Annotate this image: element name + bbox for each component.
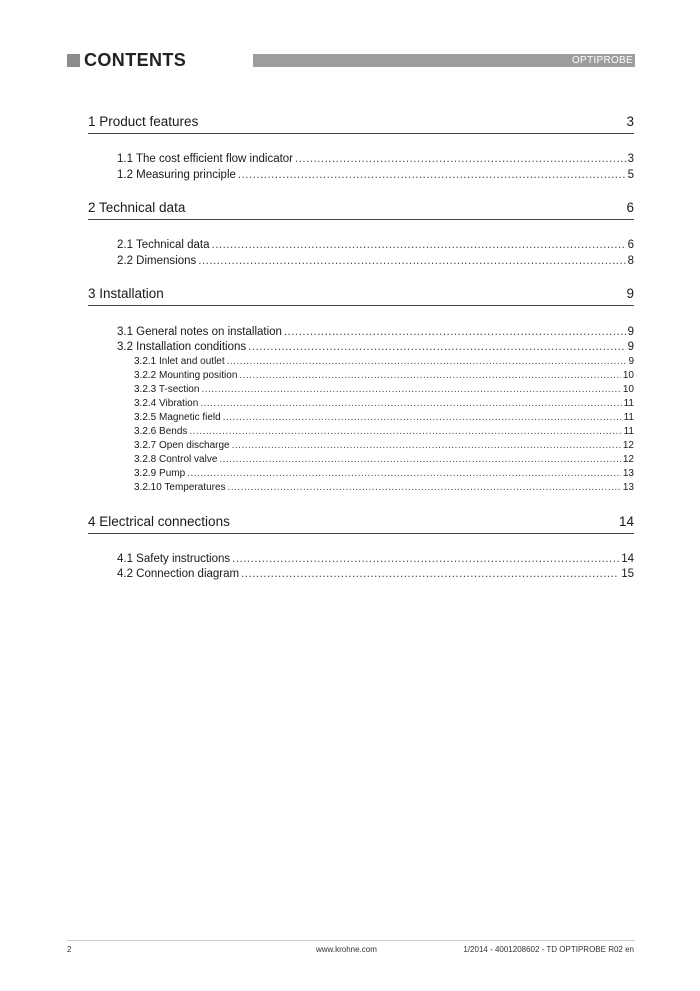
dot-leader	[228, 482, 621, 493]
toc-entry-3-2[interactable]	[117, 341, 634, 355]
footer-document-info: 1/2014 - 4001208602 - TD OPTIPROBE R02 en	[463, 945, 634, 954]
toc-subentry-3-2-8[interactable]	[134, 454, 634, 467]
toc-section-3[interactable]	[88, 286, 634, 306]
toc-entry-page: 3	[627, 153, 634, 165]
toc-entry-label: 3.1 General notes on installation	[117, 326, 282, 338]
toc-entry-page: 9	[627, 326, 634, 338]
dot-leader	[219, 454, 620, 465]
dot-leader	[232, 553, 619, 565]
dot-leader	[212, 239, 626, 251]
toc-entry-label: 2.1 Technical data	[117, 239, 210, 251]
toc-section-page: 14	[618, 514, 634, 529]
dot-leader	[200, 398, 621, 409]
toc-entry-1-2[interactable]	[117, 169, 634, 183]
dot-leader	[232, 440, 621, 451]
toc-section-1[interactable]	[88, 114, 634, 134]
toc-subentry-3-2-10[interactable]	[134, 482, 634, 495]
toc-subentry-page: 11	[623, 412, 634, 423]
toc-section-2[interactable]	[88, 200, 634, 220]
toc-entry-4-1[interactable]	[117, 553, 634, 567]
toc-section-label: 2 Technical data	[88, 200, 186, 215]
dot-leader	[248, 341, 625, 353]
toc-subentry-page: 13	[622, 482, 634, 493]
toc-subentry-label: 3.2.3 T-section	[134, 384, 200, 395]
toc-subentry-label: 3.2.8 Control valve	[134, 454, 218, 465]
toc-subentry-label: 3.2.7 Open discharge	[134, 440, 230, 451]
dot-leader	[239, 370, 620, 381]
header-bar	[253, 54, 635, 67]
toc-entry-label: 1.2 Measuring principle	[117, 169, 236, 181]
toc-entry-page: 14	[621, 553, 634, 565]
page-header	[67, 52, 635, 70]
toc-subentry-3-2-1[interactable]	[134, 356, 634, 369]
page-title: CONTENTS	[84, 50, 187, 70]
toc-entry-page: 9	[627, 341, 634, 353]
toc-entry-3-1[interactable]	[117, 326, 634, 340]
toc-subentry-label: 3.2.2 Mounting position	[134, 370, 238, 381]
dot-leader	[187, 468, 621, 479]
toc-entry-1-1[interactable]	[117, 153, 634, 167]
toc-section-page: 9	[626, 286, 634, 301]
toc-entry-label: 1.1 The cost efficient flow indicator	[117, 153, 294, 165]
toc-subentry-label: 3.2.1 Inlet and outlet	[134, 356, 225, 367]
toc-subentry-3-2-7[interactable]	[134, 440, 634, 453]
toc-subentry-label: 3.2.5 Magnetic field	[134, 412, 221, 423]
header-square-marker	[67, 54, 80, 67]
toc-subentry-3-2-4[interactable]	[134, 398, 634, 411]
toc-subentry-label: 3.2.10 Temperatures	[134, 482, 226, 493]
toc-entry-page: 15	[621, 568, 634, 580]
toc-subentry-page: 9	[628, 356, 634, 367]
toc-section-4[interactable]	[88, 514, 634, 534]
toc-entry-page: 5	[627, 169, 634, 181]
toc-entry-label: 2.2 Dimensions	[117, 255, 197, 267]
toc-section-page: 3	[626, 114, 634, 129]
dot-leader	[295, 153, 626, 165]
toc-subentry-3-2-2[interactable]	[134, 370, 634, 383]
toc-subentry-3-2-3[interactable]	[134, 384, 634, 397]
toc-subentry-page: 12	[622, 440, 634, 451]
dot-leader	[284, 326, 626, 338]
toc-entry-label: 4.2 Connection diagram	[117, 568, 240, 580]
toc-subentry-3-2-6[interactable]	[134, 426, 634, 439]
toc-subentry-label: 3.2.4 Vibration	[134, 398, 199, 409]
footer-website-link[interactable]: www.krohne.com	[316, 945, 377, 954]
toc-subentry-3-2-9[interactable]	[134, 468, 634, 481]
toc-subentry-label: 3.2.9 Pump	[134, 468, 186, 479]
toc-subentry-page: 11	[623, 398, 634, 409]
toc-subentry-page: 12	[622, 454, 634, 465]
dot-leader	[227, 356, 627, 367]
toc-section-label: 3 Installation	[88, 286, 164, 301]
toc-subentry-page: 10	[622, 384, 634, 395]
toc-entry-4-2[interactable]	[117, 568, 634, 582]
footer-page-number: 2	[67, 945, 72, 954]
toc-subentry-page: 10	[622, 370, 634, 381]
dot-leader	[201, 384, 620, 395]
dot-leader	[223, 412, 622, 423]
toc-entry-page: 6	[627, 239, 634, 251]
dot-leader	[241, 568, 619, 580]
dot-leader	[238, 169, 626, 181]
product-name: OPTIPROBE	[571, 55, 633, 66]
toc-entry-2-2[interactable]	[117, 255, 634, 269]
toc-subentry-3-2-5[interactable]	[134, 412, 634, 425]
toc-section-label: 1 Product features	[88, 114, 199, 129]
toc-subentry-page: 13	[622, 468, 634, 479]
footer-divider	[67, 940, 635, 941]
dot-leader	[189, 426, 621, 437]
toc-entry-page: 8	[627, 255, 634, 267]
toc-entry-2-1[interactable]	[117, 239, 634, 253]
toc-subentry-label: 3.2.6 Bends	[134, 426, 188, 437]
toc-entry-label: 4.1 Safety instructions	[117, 553, 231, 565]
toc-subentry-page: 11	[623, 426, 634, 437]
dot-leader	[198, 255, 625, 267]
toc-section-page: 6	[626, 200, 634, 215]
toc-section-label: 4 Electrical connections	[88, 514, 230, 529]
toc-entry-label: 3.2 Installation conditions	[117, 341, 247, 353]
